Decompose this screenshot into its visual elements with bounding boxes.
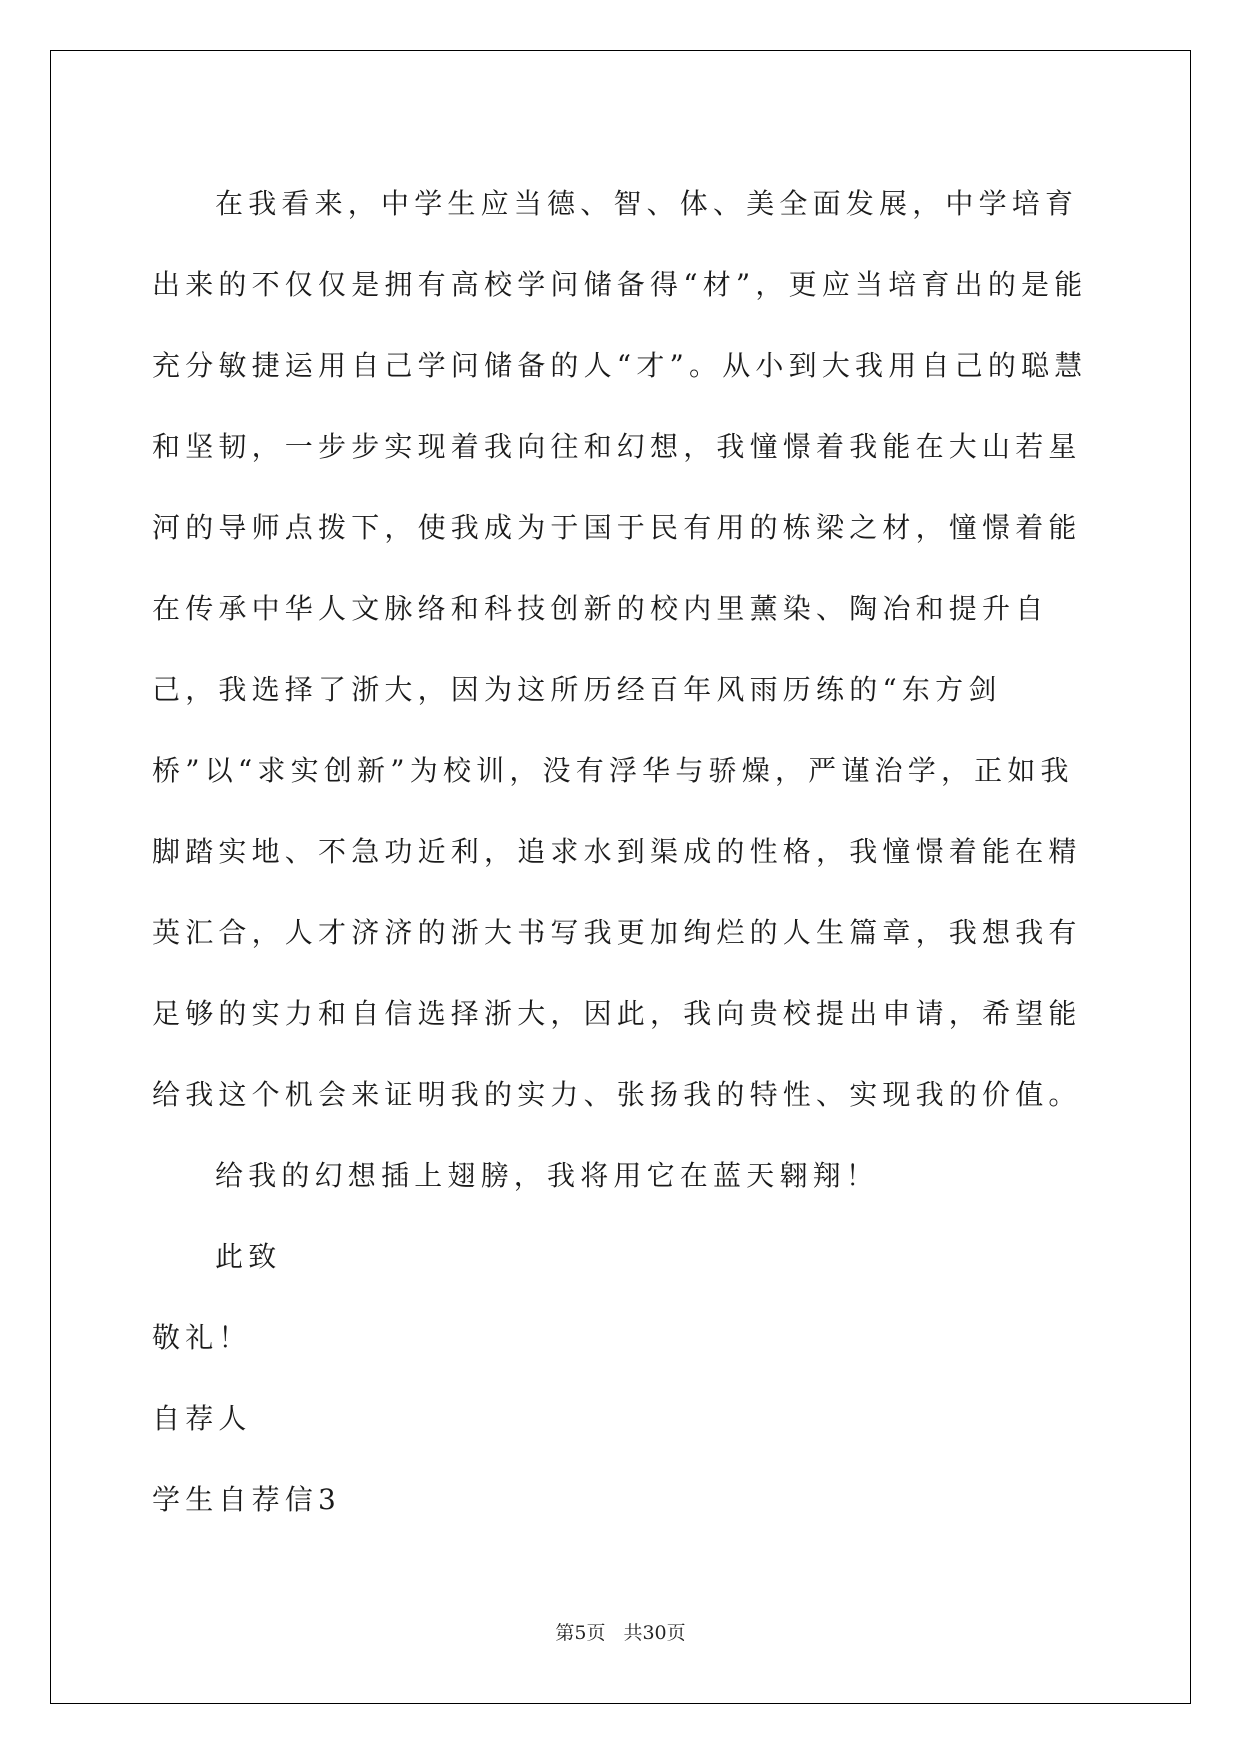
main-paragraph: 在我看来，中学生应当德、智、体、美全面发展，中学培育出来的不仅仅是拥有高校学问储备得“材”，更应当培育出的是能充分敏捷运用自己学问储备的人“才”。从小到大我用自己的聪慧和坚韧，一步步实现着我向往和幻想，我憧憬着我能在大山若星河的导师点拨下，使我成为于国于民有用的栋梁之材，憧憬着能在传承中华人文脉络和科技创新的校内里薰染、陶冶和提升自己，我选择了浙大，因为这所历经百年风雨历练的“东方剑桥”以“求实创新”为校训，没有浮华与骄燥，严谨治学，正如我脚踏实地、不急功近利，追求水到渠成的性格，我憧憬着能在精英汇合，人才济济的浙大书写我更加绚烂的人生篇章，我想我有足够的实力和自信选择浙大，因此，我向贵校提出申请，希望能给我这个机会来证明我的实力、张扬我的特性、实现我的价值。 <box>152 187 1088 1111</box>
page-footer <box>0 1618 1241 1645</box>
signature-line: 自荐人 <box>152 1402 252 1435</box>
letter-body <box>152 163 1092 1540</box>
closing-line: 敬礼！ <box>152 1321 252 1354</box>
next-section-title: 学生自荐信3 <box>152 1483 342 1516</box>
salutation-line: 此致 <box>215 1240 282 1273</box>
current-page-number: 第5页 <box>555 1622 606 1644</box>
wish-paragraph: 给我的幻想插上翅膀，我将用它在蓝天翱翔！ <box>215 1159 880 1192</box>
total-page-count: 共30页 <box>623 1622 686 1644</box>
